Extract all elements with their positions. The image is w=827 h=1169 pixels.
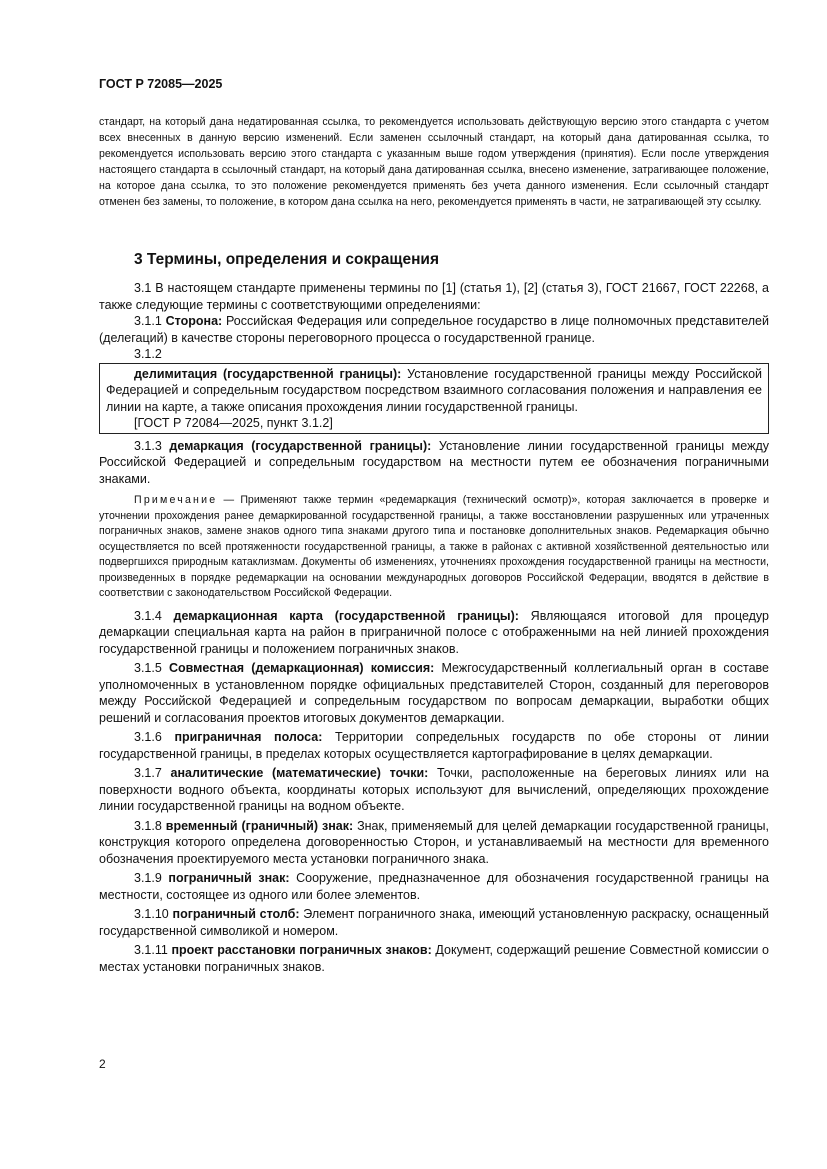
term-3-1-1 [99,313,769,346]
term-3-1-9 [99,870,769,903]
term-number: 3.1.4 [134,608,174,623]
term-3-1-2-number: 3.1.2 [134,347,162,361]
term-name: приграничная полоса: [174,730,323,744]
term-number: 3.1.8 [134,818,166,833]
term-definition: Установление линии государственной границы между Российской Федерацией и сопредельным государством на местности путем ее обозначения пограничными знаками. [99,438,769,486]
term-name: проект расстановки пограничных знаков: [171,943,432,957]
note-text: — Применяют также термин «редемаркация (технический осмотр)», которая заключается в проверке и уточнении прохождения ранее демаркированной государственной границы, а также восстановлении разрушенных или утраченных пограничных знаков, замене знаков одного типа знаками другого типа и постановке дополнительных знаков. Редемаркация обычно осуществляется по всей протяженности государственной границы, а также в районах с активной хозяйственной деятельностью или подвергшихся природным катаклизмам. Документы об изменениях, уточнениях прохождения государственной границы на местности, произведенных в порядке редемаркации на основании международных договоров Российской Федерации, вводятся в действие в соответствии с законодательством Российской Федерации. [99,494,769,599]
term-name: пограничный столб: [172,907,300,921]
term-3-1-3 [99,438,769,488]
term-3-1-2 [106,366,762,416]
term-number: 3.1.9 [134,871,169,885]
term-name: делимитация (государственной границы): [134,366,402,381]
term-number: 3.1.3 [134,438,170,453]
term-name: Совместная (демаркационная) комиссия: [169,661,435,675]
term-definition: Российская Федерация или сопредельное государство в лице полномочных представителей (делегаций) в качестве стороны переговорного процесса о государственной границе. [99,314,769,345]
term-3-1-8 [99,818,769,868]
terms-list [99,280,769,975]
paragraph-3-1: 3.1 В настоящем стандарте применены термины по [1] (статья 1), [2] (статья 3), ГОСТ 21667, ГОСТ 22268, а также следующие термины с соответствующими определениями: [99,281,769,312]
term-name: демаркационная карта (государственной границы): [173,608,519,623]
term-number: 3.1.6 [134,730,175,744]
term-3-1-7 [99,765,769,815]
quoted-term-box [99,363,769,434]
term-number: 3.1.1 [134,314,166,328]
section-title: 3 Термины, определения и сокращения [134,251,439,268]
term-name: аналитические (математические) точки: [170,766,429,780]
note-label: Примечание [134,494,218,506]
page-number: 2 [99,1057,106,1071]
term-definition: Точки, расположенные на береговых линиях или на поверхности водного объекта, координаты которых используют для вычислений, определяющих прохождение линии государственной границы на водном объекте. [99,766,769,813]
document-header: ГОСТ Р 72085—2025 [99,77,223,91]
term-number: 3.1.11 [134,943,172,957]
term-definition: Документ, содержащий решение Совместной комиссии о местах установки пограничных знаков. [99,943,769,974]
term-3-1-10 [99,906,769,939]
term-number: 3.1.5 [134,661,169,675]
term-3-1-5 [99,660,769,726]
term-3-1-4 [99,608,769,658]
term-name: временный (граничный) знак: [165,818,354,833]
note-paragraph [99,493,769,602]
term-name: Сторона: [165,314,223,328]
term-3-1-6 [99,729,769,762]
term-source-reference: [ГОСТ Р 72084—2025, пункт 3.1.2] [134,416,333,430]
term-definition: Сооружение, предназначенное для обозначения государственной границы на местности, состоящее из одного или более элементов. [99,871,769,902]
term-definition: Являющаяся итоговой для процедур демаркации специальная карта на район в приграничной полосе с отображенными на ней линией прохождения государственной границы и положением пограничных знаков. [99,608,769,656]
term-3-1-11 [99,942,769,975]
term-definition: Межгосударственный коллегиальный орган в составе уполномоченных в установленном порядке официальных представителей Сторон, созданный для переговоров между Российской Федерацией и сопредельным государством по вопросам демаркации, выработки общих решений и согласования проектов итоговых документов демаркации. [99,661,769,725]
term-definition: Установление государственной границы между Российской Федерацией и сопредельным государством посредством взаимного согласования положения и направления ее линии на карте, а также описания прохождения линии государственной границы. [106,366,763,414]
term-name: пограничный знак: [168,871,290,885]
term-definition: Территории сопредельных государств по обе стороны от линии государственной границы, в пределах которых осуществляется картографирование в целях демаркации. [99,730,769,761]
term-name: демаркация (государственной границы): [169,438,432,453]
term-number: 3.1.10 [134,907,173,921]
intro-paragraph: стандарт, на который дана недатированная ссылка, то рекомендуется использовать действующую версию этого стандарта с учетом всех внесенных в данную версию изменений. Если заменен ссылочный стандарт, на который дана датированная ссылка, то рекомендуется использовать версию этого стандарта с указанным выше годом утверждения (принятия). Если после утверждения настоящего стандарта в ссылочный стандарт, на который дана датированная ссылка, внесено изменение, затрагивающее положение, на которое дана ссылка, то это положение рекомендуется применять без учета данного изменения. Если ссылочный стандарт отменен без замены, то положение, в котором дана ссылка на него, рекомендуется применять в части, не затрагивающей эту ссылку. [99,116,769,208]
term-definition: Элемент пограничного знака, имеющий установленную раскраску, оснащенный государственной символикой и номером. [99,907,769,938]
term-number: 3.1.7 [134,766,171,780]
term-definition: Знак, применяемый для целей демаркации государственной границы, конструкция которого определена договоренностью Сторон, и устанавливаемый на местности для временного обозначения проектируемого места установки пограничного знака. [99,818,769,866]
